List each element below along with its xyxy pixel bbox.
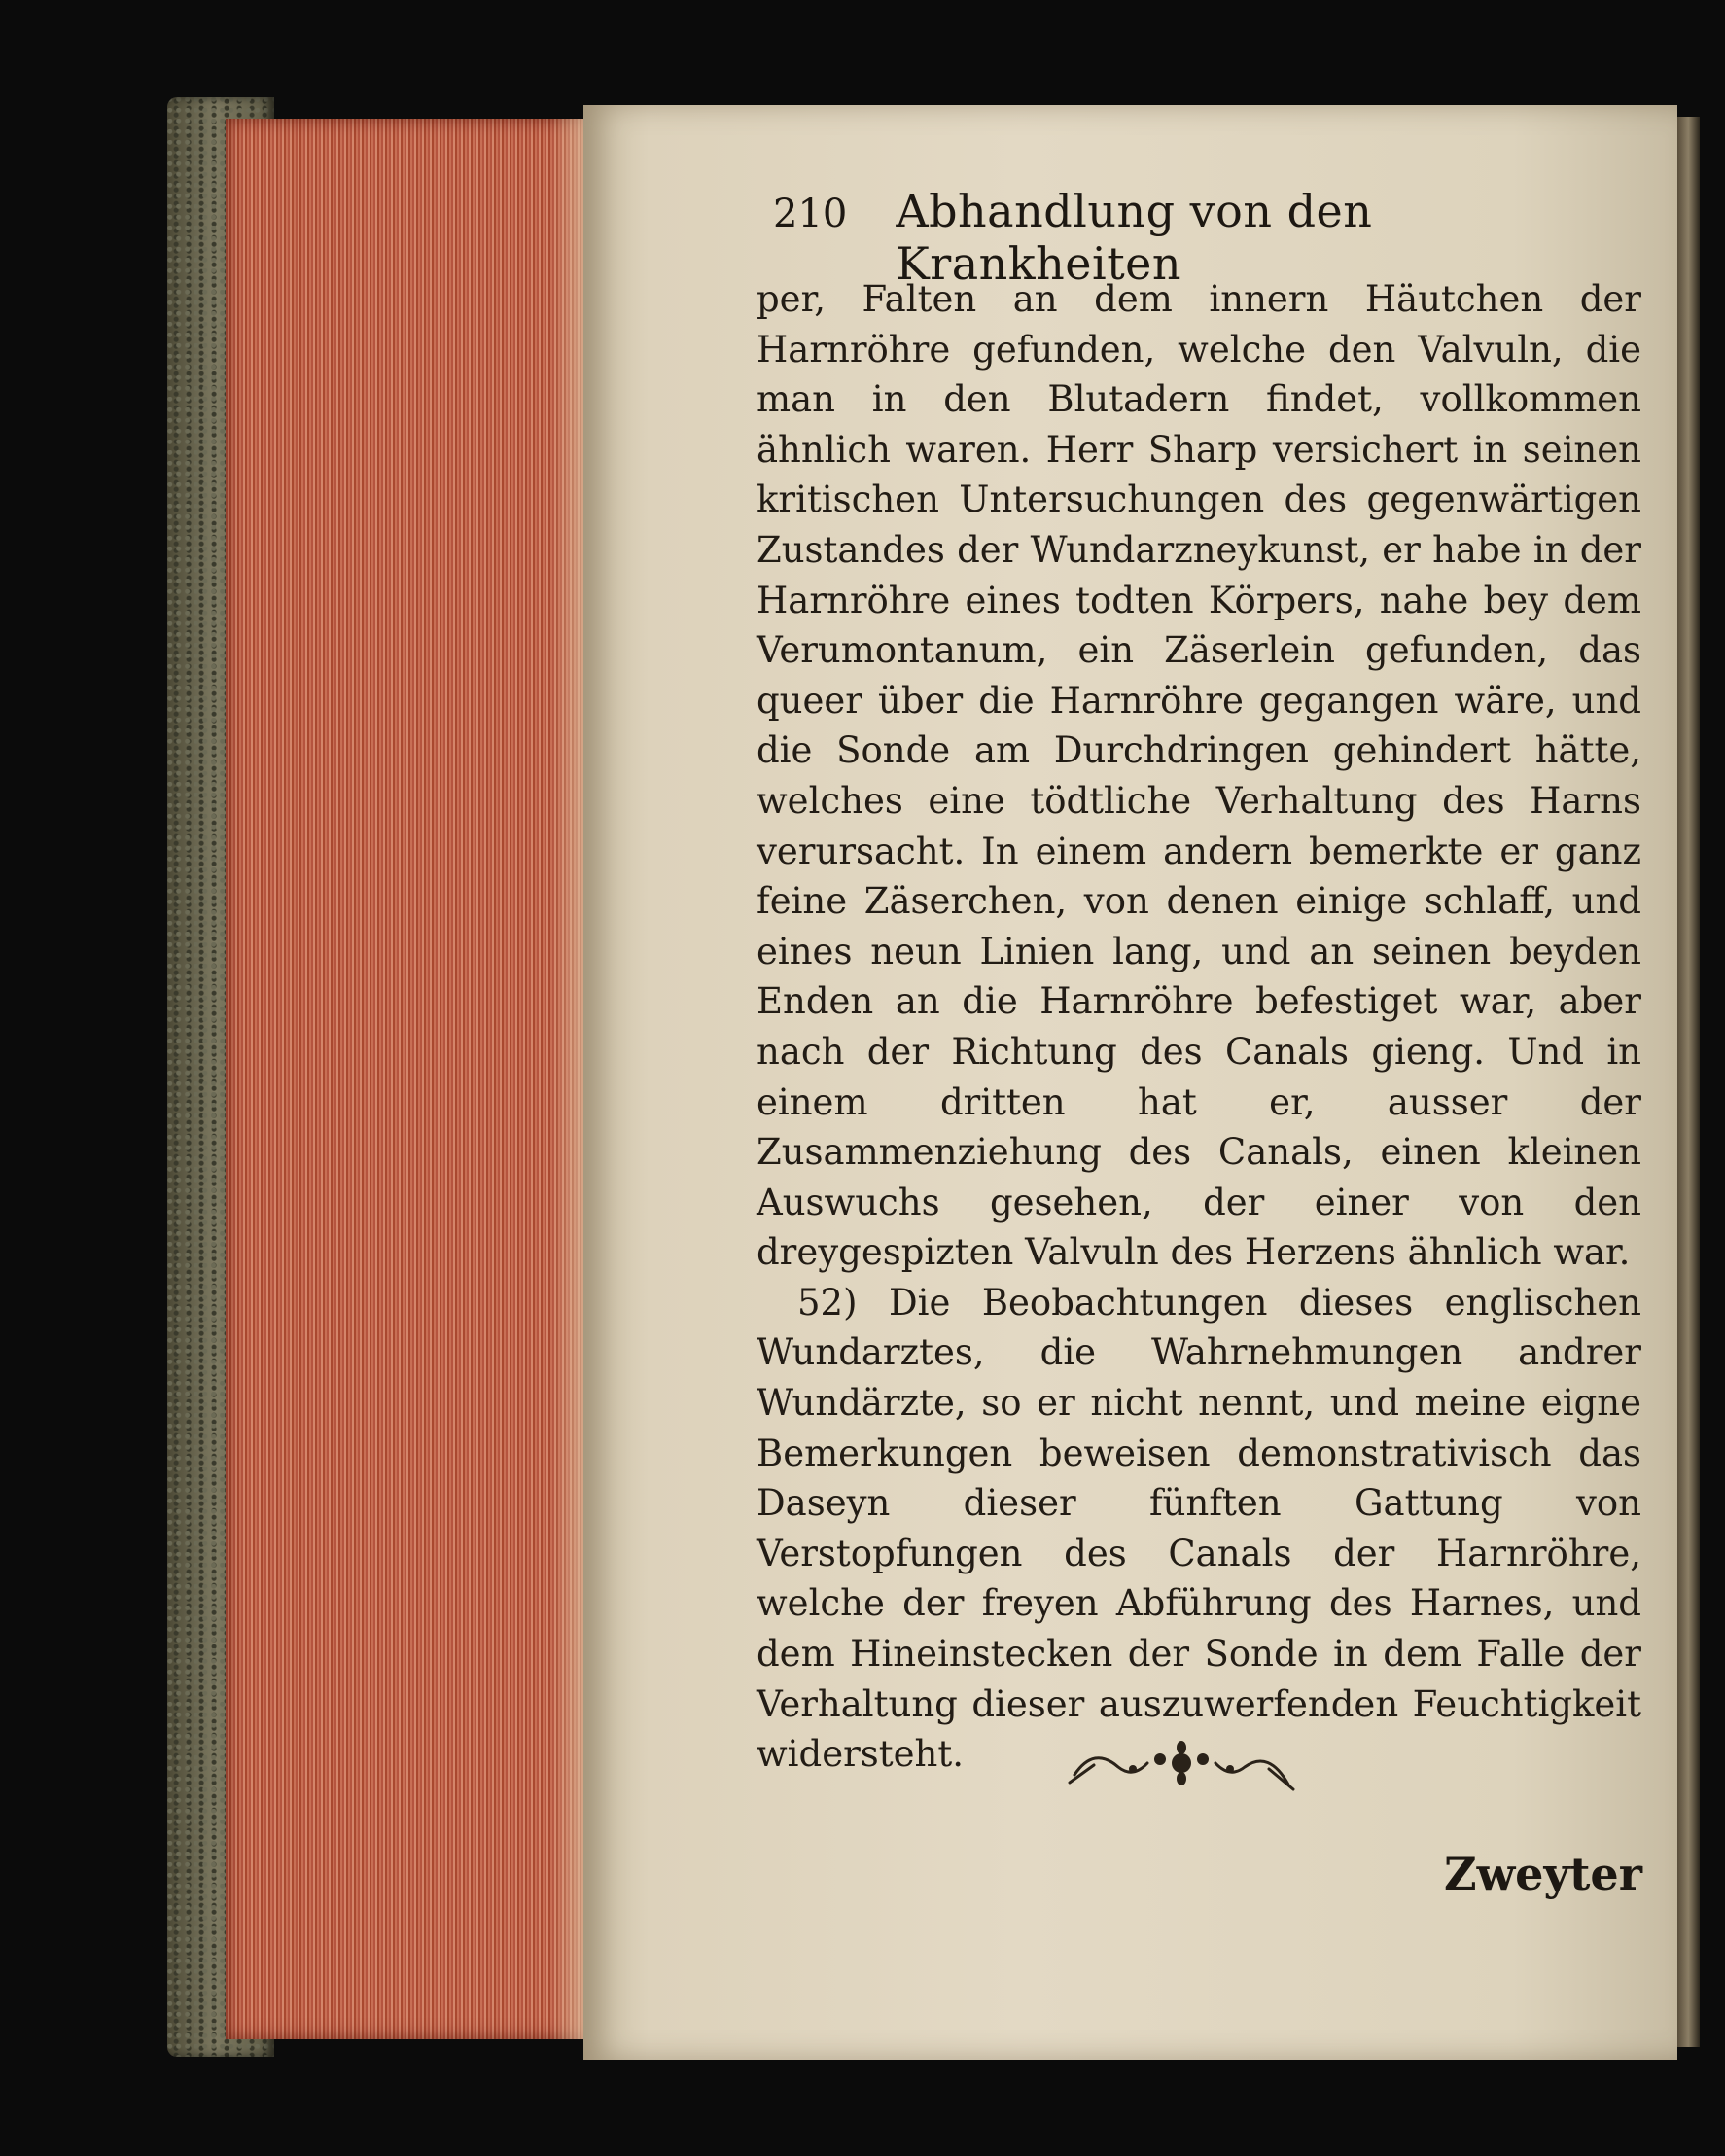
paragraph-continued: per, Falten an dem innern Häutchen der Harnröhre gefunden, welche den Valvuln, die man in den Blutadern findet, vollkommen ähnlich waren. Herr Sharp versichert in seinen kritischen Untersuchungen des gegenwärtigen Zustandes der Wundarzneykunst, er habe in der Harnröhre eines todten Körpers, nahe bey dem Verumontanum, ein Zäserlein gefunden, das queer über die Harnröhre gegangen wäre, und die Sonde am Durchdringen gehindert hätte, welches eine tödtliche Verhaltung des Harns verursacht. In einem andern bemerkte er ganz feine Zäserchen, von denen einige schlaff, und eines neun Linien lang, und an seinen beyden Enden an die Harnröhre befestiget war, aber nach der Richtung des Canals gieng. Und in einem dritten hat er, ausser der Zusammenziehung des Canals, einen kleinen Auswuchs gesehen, der einer von den dreygespizten Valvuln des Herzens ähnlich war. bbox=[757, 278, 1641, 1274]
catchword: Zweyter bbox=[1444, 1848, 1642, 1900]
right-page-edge bbox=[1674, 117, 1700, 2047]
page-number: 210 bbox=[773, 192, 848, 236]
page-edges bbox=[226, 119, 590, 2039]
paragraph-52: 52) Die Beobachtungen dieses englischen Wundarztes, die Wahrnehmungen andrer Wundärzte, so er nicht nennt, und meine eigne Bemerkungen beweisen demonstrativisch das Daseyn dieser fünften Gattung von Verstopfungen des Canals der Harnröhre, welche der freyen Abführung des Harnes, und dem Hineinstecken der Sonde in dem Falle der Verhaltung dieser auszuwerfenden Feuchtigkeit widersteht. bbox=[757, 1281, 1641, 1776]
floral-ornament-icon bbox=[1065, 1736, 1298, 1794]
running-head: Abhandlung von den Krankheiten bbox=[896, 185, 1373, 290]
page-header bbox=[773, 185, 1531, 290]
body-text bbox=[757, 274, 1641, 1780]
